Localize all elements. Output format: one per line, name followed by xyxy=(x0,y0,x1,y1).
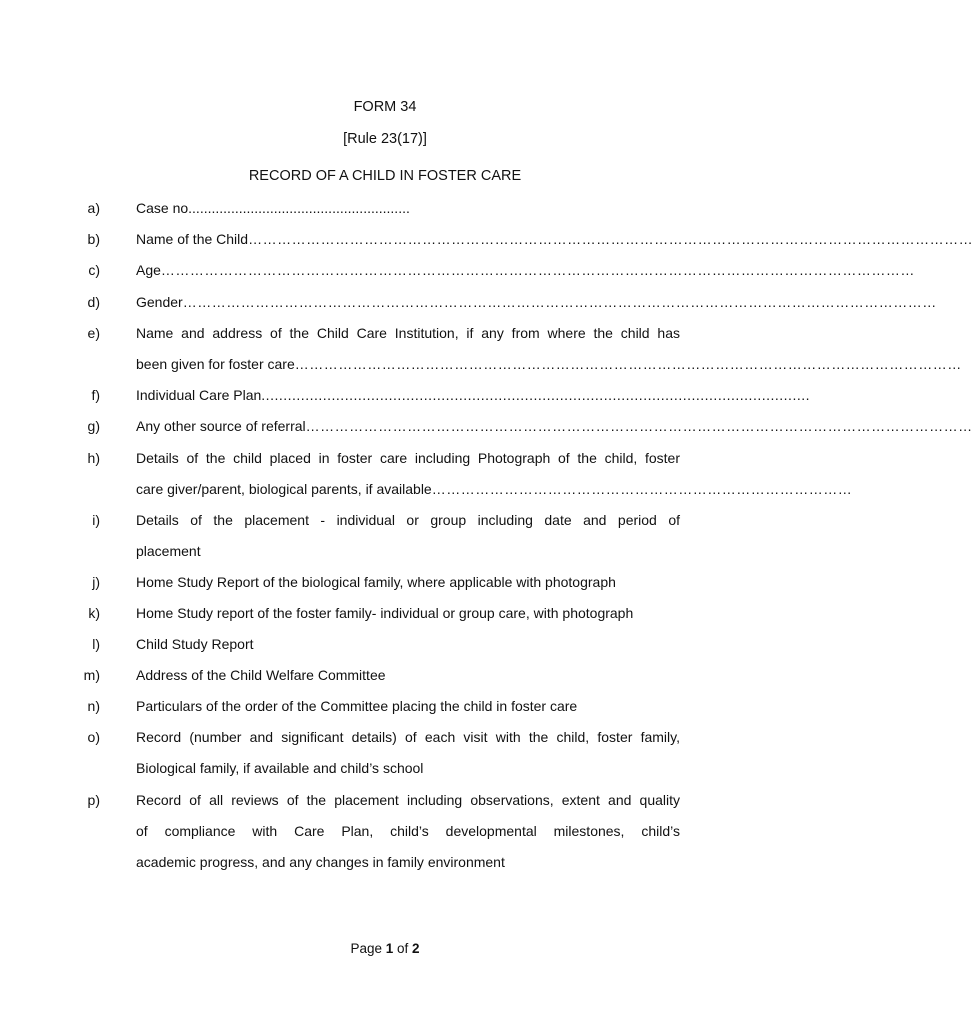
item-text: Any other source of referral ………………………………………………………………………………………………………………………… xyxy=(136,418,973,434)
list-item xyxy=(80,603,680,623)
item-text: academic progress, and any changes in family environment xyxy=(136,854,505,870)
item-text: Child Study Report xyxy=(136,636,254,652)
item-text: been given for foster care ………………………………………………………………………………………………………………………… xyxy=(136,356,962,372)
list-item xyxy=(80,510,680,530)
list-item xyxy=(80,292,937,312)
item-text: Record of all reviews of the placement including observations, extent and quality xyxy=(136,792,680,808)
item-marker: n) xyxy=(87,698,100,714)
item-text: Age ………………………………………………………………………………………………………………………………………… xyxy=(136,262,915,278)
list-item xyxy=(80,229,973,249)
item-text: Name and address of the Child Care Institution, if any from where the child has xyxy=(136,325,680,341)
item-text: Individual Care Plan ............................................................................................................................. xyxy=(136,387,811,403)
item-marker: l) xyxy=(92,636,100,652)
list-item xyxy=(80,260,915,280)
list-item-continuation xyxy=(80,479,853,499)
list-item xyxy=(80,665,680,685)
record-title: RECORD OF A CHILD IN FOSTER CARE xyxy=(248,168,522,184)
page-of: of xyxy=(397,941,409,956)
form-title: FORM 34 xyxy=(353,99,417,115)
item-marker: b) xyxy=(87,231,100,247)
list-item-continuation xyxy=(80,821,680,841)
item-marker: c) xyxy=(88,262,100,278)
list-item-continuation xyxy=(80,758,680,778)
list-item xyxy=(80,323,680,343)
item-marker: g) xyxy=(87,418,100,434)
item-text: Home Study Report of the biological family, where applicable with photograph xyxy=(136,574,616,590)
page-current: 1 xyxy=(385,941,394,956)
list-item xyxy=(80,416,973,436)
list-item-continuation xyxy=(80,541,680,561)
list-item xyxy=(80,198,680,218)
item-text: Gender ………………………………………………………………………………………………………………………………………… xyxy=(136,294,937,310)
item-marker: j) xyxy=(92,574,100,590)
item-marker: o) xyxy=(87,729,100,745)
list-item-continuation xyxy=(80,354,962,374)
list-item xyxy=(80,634,680,654)
item-text: care giver/parent, biological parents, if available …………………………………………………………………………… xyxy=(136,481,853,497)
item-text: Record (number and significant details) of each visit with the child, foster family, xyxy=(136,729,680,745)
page-total: 2 xyxy=(412,941,420,956)
page-label: Page xyxy=(350,941,382,956)
list-item xyxy=(80,572,680,592)
item-text: Details of the child placed in foster care including Photograph of the child, foster xyxy=(136,450,680,466)
item-text: Particulars of the order of the Committee placing the child in foster care xyxy=(136,698,578,714)
rule-reference: [Rule 23(17)] xyxy=(343,131,427,147)
item-marker: h) xyxy=(87,450,100,466)
item-text: Name of the Child …………………………………………………………………………………………………………………………………… xyxy=(136,231,973,247)
item-text: Details of the placement - individual or group including date and period of xyxy=(136,512,680,528)
list-item xyxy=(80,448,680,468)
item-text: Biological family, if available and child’s school xyxy=(136,760,424,776)
item-marker: d) xyxy=(87,294,100,310)
item-text: of compliance with Care Plan, child’s developmental milestones, child’s xyxy=(136,823,680,839)
item-marker: i) xyxy=(92,512,100,528)
list-item xyxy=(80,385,811,405)
item-marker: m) xyxy=(83,667,100,683)
item-marker: a) xyxy=(87,200,100,216)
list-item-continuation xyxy=(80,852,680,872)
list-item xyxy=(80,790,680,810)
item-marker: k) xyxy=(88,605,100,621)
list-item xyxy=(80,696,680,716)
list-item xyxy=(80,727,680,747)
item-text: placement xyxy=(136,543,201,559)
item-text: Case no......................................................... xyxy=(136,200,410,216)
item-marker: p) xyxy=(87,792,100,808)
page-number xyxy=(0,940,770,958)
item-marker: e) xyxy=(87,325,100,341)
item-marker: f) xyxy=(91,387,100,403)
item-text: Address of the Child Welfare Committee xyxy=(136,667,386,683)
item-text: Home Study report of the foster family- individual or group care, with photograph xyxy=(136,605,634,621)
